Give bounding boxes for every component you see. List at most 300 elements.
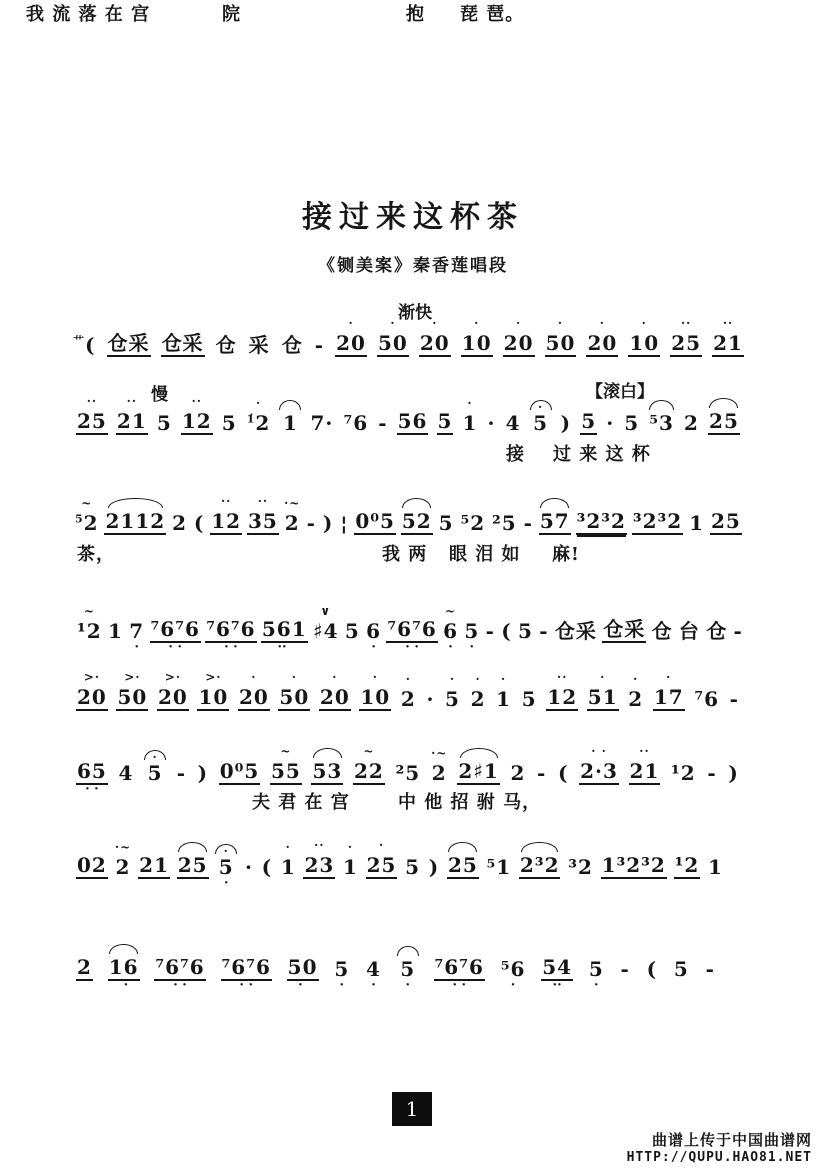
note-text: 4 <box>118 761 134 785</box>
lyric-text: 麻! <box>552 544 580 565</box>
low-octave-dots <box>342 879 359 891</box>
note-text: ( <box>261 855 273 879</box>
note-text: 25 <box>447 853 478 877</box>
low-octave-dots <box>344 643 361 655</box>
note-text: 21 <box>713 331 743 355</box>
note-token <box>397 942 419 993</box>
low-octave-dots: · <box>594 978 599 993</box>
low-octave-dots <box>157 711 189 723</box>
note-text: 5 <box>588 957 604 981</box>
low-octave-dots <box>705 643 728 655</box>
octave-ornament-mark <box>365 604 382 619</box>
octave-ornament-mark <box>505 396 522 411</box>
octave-ornament-mark: · <box>347 840 354 854</box>
note-text: 1 <box>707 855 723 879</box>
octave-ornament-mark <box>632 494 683 509</box>
note-text: ⁷6⁷6 <box>155 955 205 979</box>
octave-ornament-mark: ·· <box>314 838 325 852</box>
octave-ornament-mark <box>219 744 261 759</box>
low-octave-dots <box>673 981 690 993</box>
low-octave-dots <box>425 711 435 723</box>
low-octave-dots <box>519 879 561 891</box>
note-token <box>344 604 361 655</box>
octave-ornament-mark <box>557 746 569 761</box>
slur-mark <box>108 940 140 955</box>
note-token <box>177 838 209 891</box>
note-text: 2♯1 <box>458 759 499 783</box>
low-octave-dots <box>72 357 96 369</box>
note-text: - <box>537 761 547 785</box>
note-text: 57 <box>539 509 570 533</box>
note-text: ♯4 <box>312 619 339 643</box>
note-text: 10 <box>360 685 391 709</box>
note-token <box>434 940 485 993</box>
octave-ornament-mark <box>281 318 304 333</box>
low-octave-dots <box>545 357 577 369</box>
low-octave-dots <box>628 357 660 369</box>
note-text: 20 <box>503 331 534 355</box>
octave-ornament-mark <box>377 396 388 411</box>
octave-ornament-mark <box>138 838 170 853</box>
octave-ornament-mark: · <box>449 672 456 686</box>
lyric-text: 茶， <box>77 544 115 565</box>
octave-ornament-mark <box>76 940 93 955</box>
low-octave-dots <box>377 357 409 369</box>
note-text: 仓 <box>281 333 303 357</box>
low-octave-dots <box>653 711 685 723</box>
note-token <box>425 672 435 723</box>
low-octave-dots: · · <box>452 978 467 993</box>
low-octave-dots <box>500 643 512 655</box>
octave-ornament-mark: ~ <box>81 496 93 510</box>
note-text: 25 <box>710 509 741 533</box>
octave-ornament-mark <box>314 318 325 333</box>
note-token <box>500 604 512 655</box>
low-octave-dots <box>76 879 108 891</box>
note-text: ( <box>646 957 658 981</box>
note-token <box>215 318 238 369</box>
low-octave-dots <box>314 357 325 369</box>
note-token <box>261 840 273 891</box>
low-octave-dots: · <box>119 978 129 993</box>
low-octave-dots <box>693 711 720 723</box>
note-text: ²5 <box>395 761 421 785</box>
octave-ornament-mark <box>171 496 188 511</box>
slur-mark <box>177 838 209 853</box>
note-text: - <box>378 411 388 435</box>
octave-ornament-mark <box>536 746 547 761</box>
low-octave-dots <box>670 357 702 369</box>
octave-ornament-mark <box>521 672 538 687</box>
note-text: 5 <box>581 409 597 433</box>
octave-ornament-mark: ·· <box>680 316 692 330</box>
octave-ornament-mark <box>523 496 534 511</box>
octave-ornament-mark <box>707 840 724 855</box>
slur-mark <box>397 942 419 957</box>
octave-ornament-mark <box>434 940 485 955</box>
note-text: - <box>539 619 549 643</box>
note-text: 5 <box>344 619 360 643</box>
octave-ornament-mark: >· <box>83 670 101 684</box>
note-text: 1 <box>282 411 298 435</box>
note-text: 25 <box>177 853 208 877</box>
low-octave-dots: · <box>371 978 376 993</box>
note-text: 2 <box>115 855 131 879</box>
note-text: 23 <box>304 853 335 877</box>
octave-ornament-mark <box>706 746 717 761</box>
note-token <box>541 940 573 993</box>
octave-ornament-mark <box>333 942 350 957</box>
low-octave-dots <box>278 711 310 723</box>
lyrics-row-7 <box>0 0 672 24</box>
low-octave-dots: · <box>371 640 376 655</box>
octave-ornament-mark <box>646 942 658 957</box>
note-token <box>601 838 667 891</box>
octave-ornament-mark: · · <box>591 744 607 758</box>
note-token <box>693 672 720 723</box>
note-token <box>419 316 451 369</box>
note-token <box>107 316 151 369</box>
low-octave-dots <box>76 711 108 723</box>
note-text: - <box>733 619 743 643</box>
notation-line-4 <box>76 602 744 655</box>
note-text: ³2³2 <box>576 509 626 533</box>
note-text: 1 <box>689 511 705 535</box>
octave-ornament-mark: >· <box>205 670 222 684</box>
octave-ornament-mark: >· <box>164 670 181 684</box>
note-text: 561 <box>261 617 307 641</box>
octave-ornament-mark <box>339 496 349 511</box>
octave-ornament-mark <box>601 838 667 853</box>
note-text: 12 <box>547 685 578 709</box>
note-token <box>546 670 578 723</box>
note-token <box>705 604 728 655</box>
note-text: 2 <box>400 687 416 711</box>
note-text: 5 <box>156 411 172 435</box>
note-text: ⁷6 <box>343 411 369 435</box>
octave-ornament-mark <box>107 604 124 619</box>
octave-ornament-mark <box>205 602 256 617</box>
octave-ornament-mark <box>244 840 254 855</box>
note-token <box>319 670 351 723</box>
subtitle: 《铡美案》秦香莲唱段 <box>318 256 508 276</box>
note-token <box>386 602 437 655</box>
note-token <box>470 672 487 723</box>
low-octave-dots <box>366 879 398 891</box>
note-token <box>280 840 297 891</box>
octave-ornament-mark: · <box>405 672 411 686</box>
octave-ornament-mark <box>500 604 512 619</box>
low-octave-dots <box>419 357 451 369</box>
note-text: ) <box>428 855 440 879</box>
note-text: 仓 <box>706 619 728 643</box>
note-text: 53 <box>312 759 343 783</box>
low-octave-dots <box>586 357 618 369</box>
note-text: 1 <box>496 687 512 711</box>
note-text: 2 <box>431 761 447 785</box>
low-octave-dots <box>244 879 254 891</box>
lyric-text: 眼 泪 如 <box>449 544 521 565</box>
octave-ornament-mark: · <box>474 316 480 330</box>
octave-ornament-mark <box>261 602 308 617</box>
note-text: 12 <box>211 509 242 533</box>
note-token <box>221 940 272 993</box>
octave-ornament-mark <box>463 604 480 619</box>
note-text: 35 <box>248 509 278 533</box>
note-text: ¹2 <box>674 853 700 877</box>
octave-ornament-mark <box>438 496 455 511</box>
note-token <box>712 316 744 369</box>
page-number-badge: 1 <box>392 1092 432 1126</box>
octave-ornament-mark <box>623 396 640 411</box>
note-text: 5 <box>445 687 460 711</box>
low-octave-dots <box>646 981 658 993</box>
note-token <box>588 942 605 993</box>
octave-ornament-mark: ·· <box>639 744 650 758</box>
octave-ornament-mark: · <box>390 316 396 330</box>
note-text: $^艹$( <box>73 333 96 357</box>
note-text: 25 <box>366 853 397 877</box>
note-text: 56 <box>397 409 428 433</box>
note-text: 50 <box>117 685 148 709</box>
note-token <box>485 604 496 655</box>
low-octave-dots <box>177 879 209 891</box>
note-token <box>495 672 512 723</box>
note-token <box>519 838 561 891</box>
octave-ornament-mark: · <box>666 670 672 684</box>
note-token <box>303 838 335 891</box>
low-octave-dots <box>447 879 479 891</box>
note-token <box>733 604 744 655</box>
note-text: 21 <box>116 409 147 433</box>
octave-ornament-mark <box>486 840 513 855</box>
lyric-text: 接 <box>506 444 525 465</box>
octave-ornament-mark <box>221 940 272 955</box>
low-octave-dots: · · <box>168 640 182 655</box>
note-text: ⁷6⁷6 <box>150 617 200 641</box>
octave-ornament-mark <box>651 604 674 619</box>
note-text: ⁷6⁷6 <box>206 617 256 641</box>
low-octave-dots: · <box>469 640 475 655</box>
low-octave-dots: · <box>298 978 308 993</box>
octave-ornament-mark <box>128 604 145 619</box>
note-text: 仓 <box>215 333 237 357</box>
note-token <box>366 838 398 891</box>
low-octave-dots: ·· <box>277 640 292 655</box>
slur-mark <box>447 838 479 853</box>
notation-line-5 <box>76 670 740 723</box>
low-octave-dots <box>335 357 367 369</box>
octave-ornament-mark <box>161 316 205 331</box>
octave-ornament-mark <box>322 496 334 511</box>
octave-ornament-mark <box>150 602 201 617</box>
note-text: 采 <box>248 333 270 357</box>
low-octave-dots <box>705 981 716 993</box>
note-text: 50 <box>378 331 408 355</box>
note-token <box>76 940 93 993</box>
note-token <box>76 604 103 655</box>
tempo-mark-accelerando: 渐快 <box>398 303 432 323</box>
low-octave-dots <box>261 879 273 891</box>
octave-ornament-mark <box>588 942 605 957</box>
note-token <box>72 318 96 369</box>
note-token <box>154 940 205 993</box>
note-token <box>161 316 205 369</box>
note-text: · <box>606 411 615 435</box>
note-text: 50 <box>287 955 318 979</box>
note-token <box>238 670 270 723</box>
note-text: · <box>426 687 435 711</box>
note-token <box>627 672 644 723</box>
low-octave-dots <box>280 879 297 891</box>
note-text: ²5 <box>492 511 517 535</box>
octave-ornament-mark <box>386 602 437 617</box>
octave-ornament-mark: ∨ <box>320 604 332 618</box>
octave-ornament-mark <box>487 396 497 411</box>
note-token <box>729 672 740 723</box>
low-octave-dots: · <box>134 640 139 655</box>
notation-line-8 <box>76 940 716 993</box>
low-octave-dots <box>729 711 740 723</box>
low-octave-dots <box>161 357 205 369</box>
octave-ornament-mark <box>693 672 720 687</box>
low-octave-dots <box>486 879 513 891</box>
note-text: 25 <box>671 331 702 355</box>
note-text: 1 <box>342 855 358 879</box>
octave-ornament-mark: · <box>557 316 564 330</box>
note-token <box>138 838 170 891</box>
octave-ornament-mark <box>425 672 435 687</box>
octave-ornament-mark: · <box>378 838 385 852</box>
octave-ornament-mark: ~ <box>83 604 95 618</box>
low-octave-dots <box>319 711 351 723</box>
low-octave-dots <box>470 711 487 723</box>
note-text: 仓采 <box>107 331 150 355</box>
note-text: 22 <box>353 759 384 783</box>
lyric-text: 中 他 招 驸 马， <box>398 792 542 813</box>
note-text: 0⁰5 <box>219 759 260 783</box>
low-octave-dots <box>712 357 744 369</box>
note-token <box>157 670 189 723</box>
low-octave-dots: · · <box>85 782 99 797</box>
note-text: 2³2 <box>519 853 560 877</box>
note-token <box>587 670 619 723</box>
octave-ornament-mark <box>576 494 627 509</box>
low-octave-dots <box>312 643 340 655</box>
note-text: 65 <box>77 759 107 783</box>
octave-ornament-mark: · <box>475 672 481 686</box>
note-token <box>447 838 479 891</box>
octave-ornament-mark <box>491 496 518 511</box>
note-text: 4 <box>366 957 381 981</box>
note-text: ¹2 <box>671 761 696 785</box>
note-token <box>651 604 674 655</box>
note-text: · <box>244 855 253 879</box>
octave-ornament-mark <box>580 394 597 409</box>
note-text: - <box>485 619 495 643</box>
note-text: 2 <box>628 687 644 711</box>
octave-ornament-mark: ·· <box>557 670 568 684</box>
note-token <box>705 942 716 993</box>
note-text: 5 <box>673 957 689 981</box>
octave-ornament-mark <box>670 746 697 761</box>
note-text: 51 <box>587 685 618 709</box>
octave-ornament-mark <box>541 940 573 955</box>
low-octave-dots <box>115 879 132 891</box>
note-token <box>503 316 535 369</box>
note-text: 7 <box>129 619 145 643</box>
watermark-url: HTTP://QUPU.HAO81.NET <box>626 1150 812 1165</box>
octave-ornament-mark <box>215 318 238 333</box>
note-text: 2 <box>172 511 187 535</box>
note-text: ) <box>322 511 334 535</box>
octave-ornament-mark <box>287 940 319 955</box>
octave-ornament-mark: · <box>600 670 606 684</box>
note-token <box>428 840 440 891</box>
note-token <box>314 318 325 369</box>
octave-ornament-mark: ~ <box>445 604 457 618</box>
notation-line-7 <box>76 838 724 891</box>
note-text: 20 <box>336 331 366 355</box>
octave-ornament-mark <box>437 394 454 409</box>
low-octave-dots <box>400 711 417 723</box>
low-octave-dots <box>138 879 170 891</box>
low-octave-dots: · <box>510 978 516 993</box>
lyric-text: 我 两 <box>382 544 428 565</box>
note-text: 21 <box>139 853 170 877</box>
note-text: 5 <box>221 411 237 435</box>
octave-ornament-mark: · <box>501 672 507 686</box>
note-text: 20 <box>419 331 450 355</box>
low-octave-dots <box>461 357 493 369</box>
note-token <box>620 942 631 993</box>
octave-ornament-mark: ~ <box>280 744 292 758</box>
octave-ornament-mark: >· <box>124 670 141 684</box>
octave-ornament-mark <box>342 396 369 411</box>
octave-ornament-mark <box>107 316 151 331</box>
octave-ornament-mark <box>156 396 173 411</box>
low-octave-dots <box>215 357 238 369</box>
note-text: 5 <box>405 855 421 879</box>
note-text: 20 <box>587 331 618 355</box>
octave-ornament-mark <box>500 942 527 957</box>
octave-ornament-mark <box>733 604 744 619</box>
lyrics-row-3 <box>74 540 746 564</box>
note-token <box>287 940 319 993</box>
octave-ornament-mark <box>683 396 700 411</box>
slur-mark <box>539 494 571 509</box>
note-text: ³2 <box>568 855 593 879</box>
slur-mark <box>401 494 433 509</box>
slur-mark <box>708 394 740 409</box>
note-text: 16 <box>108 955 139 979</box>
octave-ornament-mark <box>344 604 361 619</box>
fermata-mark: · <box>530 396 552 411</box>
octave-ornament-mark <box>354 494 396 509</box>
note-text: 5 <box>464 619 480 643</box>
note-token <box>76 838 108 891</box>
slur-mark <box>104 494 166 509</box>
note-text: 20 <box>238 685 269 709</box>
note-text: ( <box>558 761 569 785</box>
low-octave-dots <box>554 643 598 655</box>
note-text: ⁵2 <box>460 511 486 535</box>
tempo-mark-slow: 慢 <box>151 385 168 405</box>
octave-ornament-mark <box>193 496 205 511</box>
octave-ornament-mark <box>394 746 421 761</box>
note-text: ⁷6⁷6 <box>221 955 271 979</box>
octave-ornament-mark: ·· <box>126 394 138 408</box>
